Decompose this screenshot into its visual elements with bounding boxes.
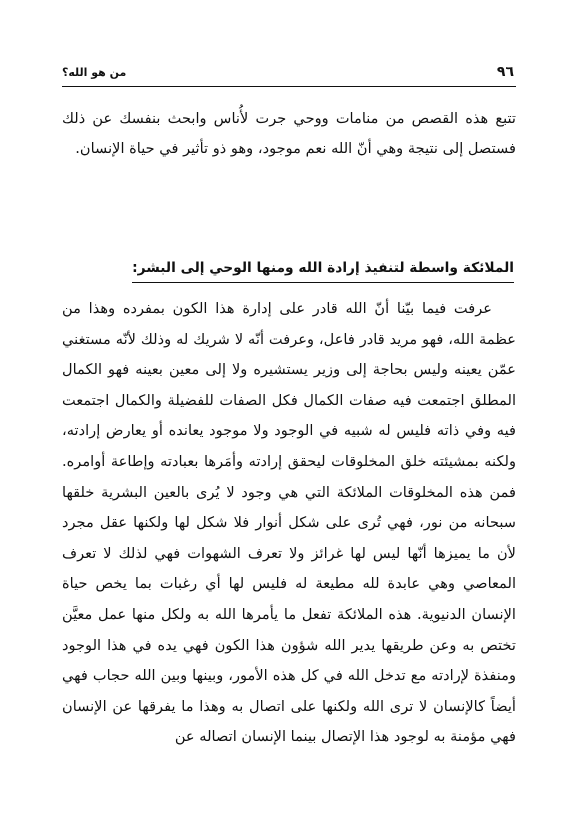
section-heading: الملائكة واسطة لتنفيذ إرادة الله ومنها الوحي إلى البشر:: [132, 256, 514, 283]
running-header: [62, 62, 514, 82]
section-paragraph: عرفت فيما بيّنا أنّ الله قادر على إدارة هذا الكون بمفرده وهذا من عظمة الله، فهو مريد قادر فاعل، وعرفت أنّه لا شريك له وذلك لأنّه مستغني عمّن يعينه وليس بحاجة إلى وزير يستشيره ولا إلى معين بعينه فهو الكمال المطلق اجتمعت فيه صفات الكمال فكل الصفات للفضيلة والكمال اجتمعت فيه وفي ذاته فليس له شبيه في الوجود ولا موجود يعانده أو يعارض إرادته، ولكنه بمشيئته خلق المخلوقات ليحقق إرادته وأمَرها بعبادته وإطاعة أوامره. فمن هذه المخلوقات الملائكة التي هي وجود لا يُرى بالعين البشرية خلقها سبحانه من نور، فهي تُرى على شكل أنوار فلا شكل لها ولكنها عقل مجرد لأن ما يميزها أنّها ليس لها غرائز ولا تعرف الشهوات فهي لذلك لا تعرف المعاصي وهي عابدة لله مطيعة له فليس لها أي رغبات بما يخص حياة الإنسان الدنيوية. هذه الملائكة تفعل ما يأمرها الله به ولكل منها عمل معيَّن تختص به وعن طريقها يدير الله شؤون هذا الكون فهي يده في هذا الوجود ومنفذة لإرادته مع تدخل الله في كل هذه الأمور، وبينها وبين الله حجاب فهي أيضاً كالإنسان لا ترى الله ولكنها على اتصال به وهذا ما يفرقها عن الإنسان فهي مؤمنة به لوجود هذا الإتصال بينما الإنسان اتصاله عن: [62, 300, 516, 746]
header-rule: [62, 86, 516, 87]
running-title: من هو الله؟: [62, 65, 127, 79]
intro-paragraph: تتبع هذه القصص من منامات ووحي جرت لأُناس وابحث بنفسك عن ذلك فستصل إلى نتيجة وهي أنّ الله نعم موجود، وهو ذو تأثير في حياة الإنسان.: [62, 110, 516, 157]
page-number: ٩٦: [496, 64, 514, 80]
